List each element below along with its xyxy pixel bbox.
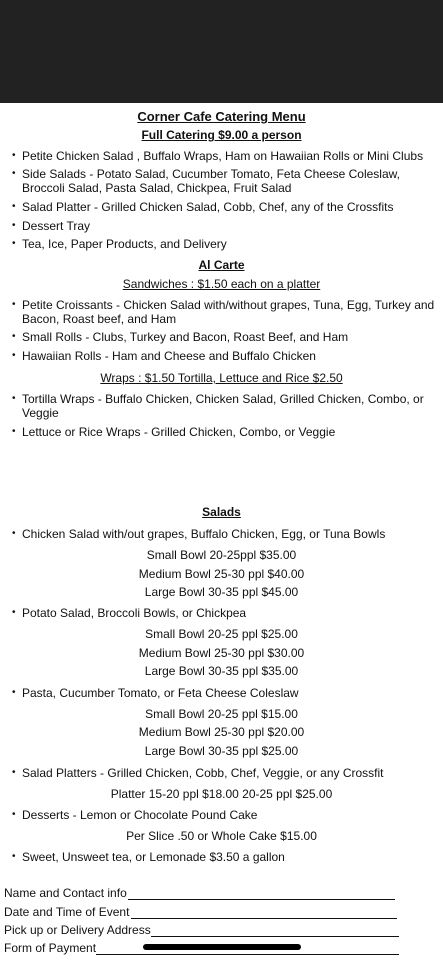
top-dark-bar <box>0 0 443 103</box>
sandwiches-heading: Sandwiches : $1.50 each on a platter <box>122 277 321 291</box>
address-input-line[interactable] <box>151 936 399 937</box>
price-line: Platter 15-20 ppl $18.00 20-25 ppl $25.00 <box>110 787 333 801</box>
al-carte-heading: Al Carte <box>198 258 245 272</box>
list-item: • Dessert Tray <box>22 219 436 233</box>
price-line: Medium Bowl 25-30 ppl $40.00 <box>138 567 305 581</box>
catering-menu-page <box>0 103 443 960</box>
list-item: • Salad Platters - Grilled Chicken, Cobb, Chef, Veggie, or any Crossfit <box>22 766 436 780</box>
form-label-payment: Form of Payment <box>4 941 97 955</box>
list-item: • Tea, Ice, Paper Products, and Delivery <box>22 237 436 251</box>
price-line: Large Bowl 30-35 ppl $25.00 <box>144 744 299 758</box>
wraps-heading: Wraps : $1.50 Tortilla, Lettuce and Rice $2.50 <box>100 371 343 385</box>
price-line: Small Bowl 20-25 ppl $15.00 <box>145 707 298 721</box>
menu-title: Corner Cafe Catering Menu <box>137 109 306 124</box>
price-line: Medium Bowl 25-30 ppl $30.00 <box>138 646 305 660</box>
form-label-name: Name and Contact info <box>4 886 127 900</box>
full-catering-heading: Full Catering $9.00 a person <box>141 128 302 142</box>
list-item: • Desserts - Lemon or Chocolate Pound Cake <box>22 808 436 822</box>
list-item: • Side Salads - Potato Salad, Cucumber Tomato, Feta Cheese Coleslaw, Broccoli Salad, Pasta Salad, Chickpea, Fruit Salad <box>22 167 436 195</box>
form-label-pickup: Pick up or Delivery Address <box>4 923 151 937</box>
list-item: • Hawaiian Rolls - Ham and Cheese and Buffalo Chicken <box>22 349 436 363</box>
salads-heading: Salads <box>202 505 241 519</box>
form-label-date: Date and Time of Event <box>4 905 130 919</box>
list-item: • Chicken Salad with/out grapes, Buffalo Chicken, Egg, or Tuna Bowls <box>22 527 436 541</box>
price-line: Medium Bowl 25-30 ppl $20.00 <box>138 725 305 739</box>
list-item: • Sweet, Unsweet tea, or Lemonade $3.50 a gallon <box>22 850 436 864</box>
price-line: Large Bowl 30-35 ppl $35.00 <box>144 664 299 678</box>
name-input-line[interactable] <box>128 899 395 900</box>
list-item: • Lettuce or Rice Wraps - Grilled Chicken, Combo, or Veggie <box>22 425 436 439</box>
price-line: Large Bowl 30-35 ppl $45.00 <box>144 585 299 599</box>
list-item: • Salad Platter - Grilled Chicken Salad, Cobb, Chef, any of the Crossfits <box>22 200 436 214</box>
price-line: Small Bowl 20-25 ppl $25.00 <box>145 627 298 641</box>
list-item: • Small Rolls - Clubs, Turkey and Bacon, Roast Beef, and Ham <box>22 330 436 344</box>
date-input-line[interactable] <box>131 918 397 919</box>
list-item: • Potato Salad, Broccoli Bowls, or Chickpea <box>22 606 436 620</box>
home-indicator-bar[interactable] <box>143 944 301 950</box>
list-item: • Tortilla Wraps - Buffalo Chicken, Chicken Salad, Grilled Chicken, Combo, or Veggie <box>22 392 436 420</box>
list-item: • Pasta, Cucumber Tomato, or Feta Cheese Coleslaw <box>22 686 436 700</box>
payment-input-line[interactable] <box>96 954 399 955</box>
list-item: • Petite Croissants - Chicken Salad with/without grapes, Tuna, Egg, Turkey and Bacon, Roast beef, and Ham <box>22 298 436 326</box>
list-item: • Petite Chicken Salad , Buffalo Wraps, Ham on Hawaiian Rolls or Mini Clubs <box>22 149 436 163</box>
price-line: Per Slice .50 or Whole Cake $15.00 <box>126 829 317 843</box>
price-line: Small Bowl 20-25ppl $35.00 <box>146 548 297 562</box>
